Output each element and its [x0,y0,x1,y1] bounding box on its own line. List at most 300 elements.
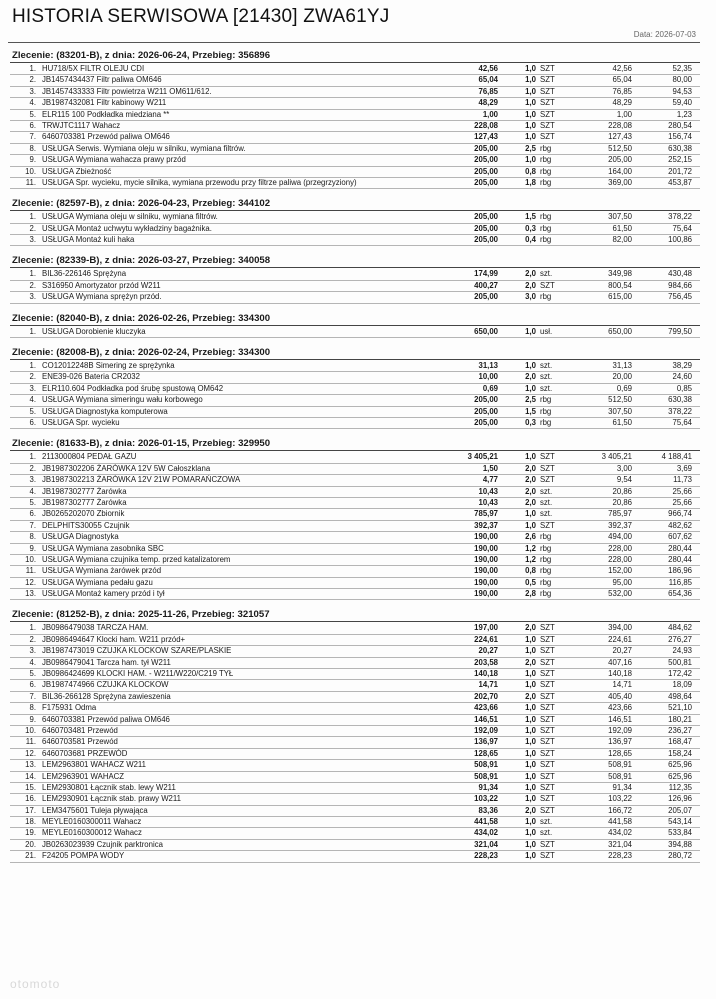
item-unit: SZT [540,280,555,290]
item-net-value: 512,50 [608,143,632,153]
item-unit-price: 203,58 [474,657,498,667]
item-quantity: 0,5 [525,577,536,587]
item-gross-value: 394,88 [668,839,692,849]
item-description: USŁUGA Wymiana sprężyn przód. [42,292,162,302]
item-description: JB0986479041 Tarcza ham. tył W211 [42,657,171,667]
item-unit-price: 321,04 [474,839,498,849]
table-row [10,817,700,828]
item-gross-value: 18,09 [672,680,692,690]
item-unit-price: 192,09 [474,725,498,735]
item-net-value: 31,13 [612,361,632,371]
table-row [10,566,700,577]
watermark-logo: otomoto [10,977,61,991]
item-unit-price: 441,58 [474,817,498,827]
item-number: 2. [29,372,36,382]
item-unit: SZT [540,771,555,781]
item-unit: rbg [540,554,552,564]
item-net-value: 48,29 [612,98,632,108]
item-description: USŁUGA Serwis. Wymiana oleju w silniku, wymiana filtrów. [42,143,246,153]
item-quantity: 0,4 [525,235,536,245]
item-unit: SZT [540,98,555,108]
item-unit: SZT [540,691,555,701]
item-quantity: 1,0 [525,109,536,119]
item-unit: rbg [540,235,552,245]
item-description: ELR110.604 Podkładka pod śrubę spustową OM642 [42,383,224,393]
item-unit: rbg [540,566,552,576]
item-net-value: 140,18 [608,669,632,679]
table-row [10,98,700,109]
item-net-value: 228,23 [608,851,632,861]
item-quantity: 2,0 [525,280,536,290]
table-row [10,509,700,520]
item-net-value: 14,71 [612,680,632,690]
item-unit: SZT [540,725,555,735]
service-order [10,437,700,600]
item-unit: rbg [540,143,552,153]
item-gross-value: 100,86 [668,235,692,245]
item-gross-value: 112,35 [668,782,692,792]
table-row [10,749,700,760]
item-unit: SZT [540,794,555,804]
item-net-value: 103,22 [608,794,632,804]
item-description: ENE39-026 Bateria CR2032 [42,372,140,382]
order-header: Zlecenie: (83201-B), z dnia: 2026-06-24, Przebieg: 356896 [10,49,700,63]
item-unit-price: 228,08 [474,120,498,130]
table-row [10,828,700,839]
item-gross-value: 521,10 [668,703,692,713]
item-net-value: 146,51 [608,714,632,724]
item-gross-value: 625,96 [668,760,692,770]
table-row [10,452,700,463]
item-number: 2. [29,463,36,473]
item-description: BIL36-266128 Sprężyna zawieszenia [42,691,171,701]
item-quantity: 1,0 [525,509,536,519]
item-number: 15. [25,782,36,792]
item-unit: rbg [540,292,552,302]
item-quantity: 1,0 [525,714,536,724]
item-unit: szt. [540,497,553,507]
item-unit-price: 190,00 [474,554,498,564]
item-unit-price: 423,66 [474,703,498,713]
item-gross-value: 24,93 [672,646,692,656]
service-order [10,346,700,429]
item-number: 1. [29,269,36,279]
item-number: 1. [29,212,36,222]
table-row [10,669,700,680]
item-gross-value: 0,85 [676,383,692,393]
item-net-value: 136,97 [608,737,632,747]
item-description: JB1457433333 Filtr powietrza W211 OM611/612. [42,86,212,96]
item-quantity: 1,0 [525,132,536,142]
item-unit: szt. [540,361,553,371]
item-number: 14. [25,771,36,781]
item-description: 2113000804 PEDAŁ GAZU [42,452,137,462]
item-unit: SZT [540,851,555,861]
item-quantity: 1,0 [525,737,536,747]
item-unit-price: 205,00 [474,212,498,222]
item-number: 4. [29,657,36,667]
item-unit: rbg [540,406,552,416]
item-unit-price: 224,61 [474,634,498,644]
item-description: USŁUGA Wymiana żarówek przód [42,566,162,576]
table-row [10,224,700,235]
item-net-value: 307,50 [608,406,632,416]
item-number: 3. [29,292,36,302]
table-row [10,532,700,543]
item-net-value: 405,40 [608,691,632,701]
item-description: USŁUGA Dorobienie kluczyka [42,326,146,336]
item-gross-value: 280,44 [668,554,692,564]
item-net-value: 76,85 [612,86,632,96]
item-description: 6460703381 Przewód paliwa OM646 [42,132,170,142]
item-net-value: 91,34 [612,782,632,792]
item-unit: SZT [540,748,555,758]
table-row [10,658,700,669]
item-number: 8. [29,143,36,153]
item-net-value: 61,50 [612,223,632,233]
item-quantity: 1,0 [525,452,536,462]
item-unit: szt. [540,486,553,496]
table-row [10,395,700,406]
item-unit-price: 205,00 [474,235,498,245]
table-row [10,794,700,805]
table-row [10,132,700,143]
item-gross-value: 630,38 [668,143,692,153]
item-description: USŁUGA Zbieżność [42,166,112,176]
item-description: JB1987302777 Żarówka [42,497,127,507]
table-row [10,292,700,303]
item-unit-price: 0,69 [482,383,498,393]
item-net-value: 82,00 [612,235,632,245]
item-quantity: 1,0 [525,828,536,838]
item-unit-price: 174,99 [474,269,498,279]
item-unit-price: 127,43 [474,132,498,142]
item-gross-value: 75,64 [672,417,692,427]
item-unit-price: 76,85 [478,86,498,96]
item-net-value: 508,91 [608,760,632,770]
item-unit: rbg [540,417,552,427]
item-quantity: 3,0 [525,292,536,302]
item-gross-value: 484,62 [668,623,692,633]
item-number: 1. [29,452,36,462]
item-number: 12. [25,577,36,587]
item-unit-price: 65,04 [478,75,498,85]
item-quantity: 2,0 [525,486,536,496]
item-description: CO12012248B Simering ze sprężynka [42,361,175,371]
item-quantity: 0,3 [525,223,536,233]
item-description: TRWJTC1117 Wahacz [42,120,121,130]
item-number: 5. [29,406,36,416]
item-quantity: 2,0 [525,372,536,382]
item-number: 6. [29,120,36,130]
item-unit-price: 205,00 [474,406,498,416]
item-number: 2. [29,280,36,290]
item-net-value: 228,00 [608,554,632,564]
table-row [10,623,700,634]
item-unit-price: 205,00 [474,395,498,405]
item-description: USŁUGA Diagnostyka komputerowa [42,406,168,416]
item-unit: rbg [540,155,552,165]
item-unit-price: 205,00 [474,155,498,165]
item-unit-price: 128,65 [474,748,498,758]
item-quantity: 2,5 [525,395,536,405]
item-gross-value: 498,64 [668,691,692,701]
item-net-value: 394,00 [608,623,632,633]
item-net-value: 3 405,21 [601,452,632,462]
item-quantity: 2,0 [525,269,536,279]
item-description: JB0986424699 KLOCKI HAM. - W211/W220/C219 TYŁ [42,669,234,679]
item-quantity: 2,6 [525,532,536,542]
item-net-value: 369,00 [608,177,632,187]
service-order [10,254,700,303]
item-gross-value: 158,24 [668,748,692,758]
item-number: 10. [25,554,36,564]
table-row [10,635,700,646]
item-description: LEM3475601 Tuleja pływająca [42,805,148,815]
item-net-value: 164,00 [608,166,632,176]
service-order [10,197,700,246]
item-quantity: 1,0 [525,98,536,108]
item-quantity: 1,0 [525,86,536,96]
item-net-value: 9,54 [616,475,632,485]
table-row [10,521,700,532]
table-row [10,475,700,486]
item-description: F24205 POMPA WODY [42,851,125,861]
item-unit: rbg [540,589,552,599]
item-gross-value: 276,27 [668,634,692,644]
item-unit: SZT [540,86,555,96]
item-description: F175931 Odma [42,703,97,713]
item-quantity: 1,5 [525,212,536,222]
item-description: 6460703681 PRZEWÓD [42,748,128,758]
item-description: USŁUGA Wymiana zasobnika SBC [42,543,164,553]
item-quantity: 2,8 [525,589,536,599]
item-net-value: 152,00 [608,566,632,576]
item-description: USŁUGA Wymiana wahacza prawy przód [42,155,186,165]
item-description: ELR115 100 Podkładka miedziana ** [42,109,170,119]
item-number: 18. [25,817,36,827]
item-number: 2. [29,75,36,85]
item-number: 9. [29,714,36,724]
item-quantity: 1,0 [525,326,536,336]
item-number: 2. [29,223,36,233]
item-gross-value: 625,96 [668,771,692,781]
item-description: BIL36-226146 Sprężyna [42,269,127,279]
item-number: 3. [29,86,36,96]
item-unit: SZT [540,760,555,770]
item-unit-price: 205,00 [474,166,498,176]
item-unit: SZT [540,680,555,690]
item-number: 10. [25,725,36,735]
item-number: 9. [29,543,36,553]
item-description: 6460703381 Przewód paliwa OM646 [42,714,170,724]
item-description: USŁUGA Wymiana pedału gazu [42,577,153,587]
item-number: 8. [29,532,36,542]
item-unit: rbg [540,395,552,405]
item-unit-price: 10,43 [478,497,498,507]
item-unit: szt. [540,817,553,827]
item-number: 1. [29,326,36,336]
item-unit-price: 103,22 [474,794,498,804]
table-row [10,384,700,395]
item-unit-price: 205,00 [474,143,498,153]
item-unit-price: 197,00 [474,623,498,633]
table-row [10,840,700,851]
item-gross-value: 126,96 [668,794,692,804]
item-gross-value: 984,66 [668,280,692,290]
item-unit-price: 1,50 [482,463,498,473]
item-number: 6. [29,680,36,690]
item-quantity: 1,2 [525,543,536,553]
item-unit-price: 205,00 [474,417,498,427]
item-unit-price: 140,18 [474,669,498,679]
item-quantity: 0,8 [525,166,536,176]
item-description: JB1987302213 ŻARÓWKA 12V 21W POMARAŃCZOWA [42,475,241,485]
item-net-value: 321,04 [608,839,632,849]
item-unit-price: 205,00 [474,223,498,233]
item-quantity: 1,8 [525,177,536,187]
order-header: Zlecenie: (81633-B), z dnia: 2026-01-15, Przebieg: 329950 [10,437,700,451]
item-number: 4. [29,395,36,405]
item-quantity: 1,0 [525,634,536,644]
item-net-value: 3,00 [616,463,632,473]
item-number: 11. [25,737,36,747]
order-header: Zlecenie: (82040-B), z dnia: 2026-02-26, Przebieg: 334300 [10,312,700,326]
item-unit-price: 205,00 [474,177,498,187]
table-row [10,110,700,121]
item-net-value: 20,27 [612,646,632,656]
table-row [10,464,700,475]
item-quantity: 1,0 [525,383,536,393]
table-row [10,783,700,794]
item-gross-value: 38,29 [672,361,692,371]
item-net-value: 228,00 [608,543,632,553]
item-quantity: 1,0 [525,520,536,530]
item-net-value: 532,00 [608,589,632,599]
item-unit-price: 205,00 [474,292,498,302]
item-unit: rbg [540,543,552,553]
item-gross-value: 75,64 [672,223,692,233]
item-description: MEYLE0160300012 Wahacz [42,828,142,838]
item-unit-price: 190,00 [474,532,498,542]
service-order [10,49,700,189]
item-quantity: 1,0 [525,839,536,849]
item-net-value: 224,61 [608,634,632,644]
table-row [10,555,700,566]
item-quantity: 1,0 [525,361,536,371]
item-gross-value: 236,27 [668,725,692,735]
item-description: USŁUGA Montaż kamery przód i tył [42,589,165,599]
item-quantity: 0,8 [525,566,536,576]
item-number: 6. [29,509,36,519]
item-unit: rbg [540,212,552,222]
item-net-value: 423,66 [608,703,632,713]
item-gross-value: 180,21 [668,714,692,724]
item-net-value: 349,98 [608,269,632,279]
order-header: Zlecenie: (82597-B), z dnia: 2026-04-23, Przebieg: 344102 [10,197,700,211]
item-gross-value: 430,48 [668,269,692,279]
item-quantity: 1,0 [525,120,536,130]
table-row [10,407,700,418]
item-net-value: 434,02 [608,828,632,838]
item-unit: SZT [540,805,555,815]
item-unit: rbg [540,177,552,187]
item-net-value: 192,09 [608,725,632,735]
item-unit-price: 31,13 [478,361,498,371]
item-number: 11. [25,566,36,576]
top-divider [8,42,700,43]
item-number: 12. [25,748,36,758]
item-gross-value: 186,96 [668,566,692,576]
item-net-value: 785,97 [608,509,632,519]
item-net-value: 166,72 [608,805,632,815]
item-unit-price: 392,37 [474,520,498,530]
item-number: 9. [29,155,36,165]
item-unit: rbg [540,532,552,542]
item-net-value: 95,00 [612,577,632,587]
item-net-value: 1,00 [616,109,632,119]
table-row [10,178,700,189]
item-unit-price: 146,51 [474,714,498,724]
item-quantity: 1,0 [525,782,536,792]
table-row [10,726,700,737]
item-gross-value: 24,60 [672,372,692,382]
table-row [10,155,700,166]
item-unit: SZT [540,839,555,849]
order-header: Zlecenie: (81252-B), z dnia: 2025-11-26, Przebieg: 321057 [10,608,700,622]
item-unit: SZT [540,623,555,633]
item-net-value: 650,00 [608,326,632,336]
item-number: 20. [25,839,36,849]
item-unit: SZT [540,452,555,462]
item-description: USŁUGA Wymiana czujnika temp. przed katalizatorem [42,554,231,564]
item-unit-price: 3 405,21 [467,452,498,462]
item-unit-price: 10,43 [478,486,498,496]
item-description: USŁUGA Montaż uchwytu wykładziny bagażnika. [42,223,212,233]
item-quantity: 1,0 [525,851,536,861]
item-number: 5. [29,669,36,679]
item-net-value: 615,00 [608,292,632,302]
item-gross-value: 799,50 [668,326,692,336]
item-quantity: 1,0 [525,703,536,713]
item-unit: SZT [540,75,555,85]
item-number: 5. [29,497,36,507]
item-quantity: 1,0 [525,760,536,770]
item-unit: SZT [540,475,555,485]
item-number: 1. [29,64,36,73]
item-description: USŁUGA Montaż kuli haka [42,235,135,245]
table-row [10,75,700,86]
item-net-value: 20,86 [612,497,632,507]
document-title: HISTORIA SERWISOWA [21430] ZWA61YJ [12,6,390,27]
table-row [10,851,700,862]
item-number: 1. [29,361,36,371]
item-unit: SZT [540,703,555,713]
item-unit-price: 202,70 [474,691,498,701]
item-net-value: 512,50 [608,395,632,405]
item-quantity: 1,0 [525,75,536,85]
item-number: 11. [25,177,36,187]
item-gross-value: 205,07 [668,805,692,815]
item-unit: SZT [540,120,555,130]
item-description: LEM2963901 WAHACZ [42,771,125,781]
item-unit: SZT [540,657,555,667]
table-row [10,772,700,783]
item-description: JB0263023939 Czujnik parktronica [42,839,163,849]
item-unit: szt. [540,372,553,382]
item-unit-price: 650,00 [474,326,498,336]
table-row [10,692,700,703]
